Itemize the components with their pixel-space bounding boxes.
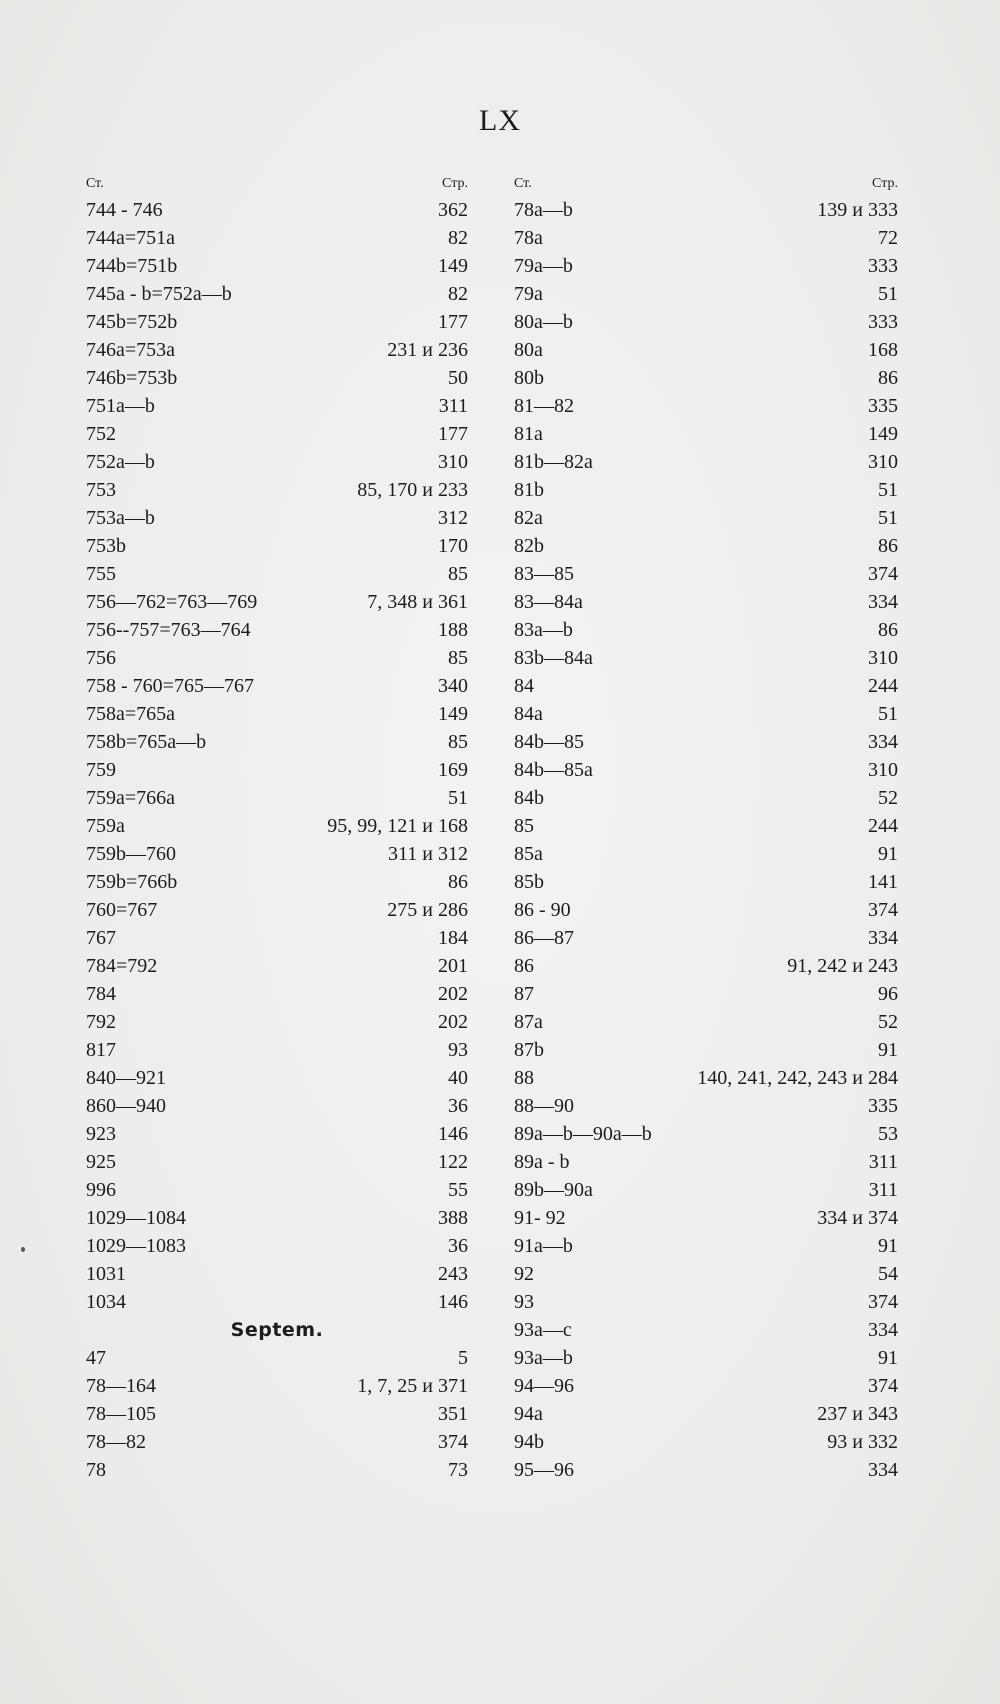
section-heading: Septem. bbox=[230, 1319, 324, 1341]
index-entry bbox=[86, 1456, 468, 1484]
column-reference: 82b bbox=[514, 535, 544, 557]
column-reference: 923 bbox=[86, 1123, 116, 1145]
page-reference: 54 bbox=[878, 1263, 898, 1285]
page-reference: 170 bbox=[438, 535, 468, 557]
index-entry bbox=[514, 224, 898, 252]
index-entry bbox=[86, 1428, 468, 1456]
page-reference: 335 bbox=[868, 395, 898, 417]
page-reference: 340 bbox=[438, 675, 468, 697]
column-reference: 817 bbox=[86, 1039, 116, 1061]
page-reference: 333 bbox=[868, 311, 898, 333]
column-reference: 756--757=763—764 bbox=[86, 619, 251, 641]
column-reference: 79a—b bbox=[514, 255, 573, 277]
column-reference: 89a - b bbox=[514, 1151, 570, 1173]
page-reference: 122 bbox=[438, 1151, 468, 1173]
page-reference: 55 bbox=[448, 1179, 468, 1201]
column-reference: 1029—1083 bbox=[86, 1235, 186, 1257]
column-reference: 89b—90a bbox=[514, 1179, 593, 1201]
page-reference: 51 bbox=[878, 479, 898, 501]
page-reference: 40 bbox=[448, 1067, 468, 1089]
column-reference: 758b=765a—b bbox=[86, 731, 207, 753]
page-reference: 146 bbox=[438, 1123, 468, 1145]
page-reference: 334 и 374 bbox=[817, 1207, 898, 1229]
page-reference: 149 bbox=[868, 423, 898, 445]
index-entry bbox=[514, 1400, 898, 1428]
index-entry bbox=[514, 1288, 898, 1316]
index-entry bbox=[86, 504, 468, 532]
index-entry bbox=[514, 784, 898, 812]
column-reference: 745b=752b bbox=[86, 311, 178, 333]
column-reference: 87b bbox=[514, 1039, 544, 1061]
page-reference: 334 bbox=[868, 1319, 898, 1341]
column-reference: 78—164 bbox=[86, 1375, 156, 1397]
column-reference: 94b bbox=[514, 1431, 544, 1453]
page-reference: 91 bbox=[878, 843, 898, 865]
page-reference: 53 bbox=[878, 1123, 898, 1145]
page-reference: 86 bbox=[448, 871, 468, 893]
column-reference: 94—96 bbox=[514, 1375, 574, 1397]
index-entry bbox=[514, 952, 898, 980]
column-reference: 85 bbox=[514, 815, 534, 837]
page-reference: 334 bbox=[868, 731, 898, 753]
column-reference: 744 - 746 bbox=[86, 199, 163, 221]
page-reference: 243 bbox=[438, 1263, 468, 1285]
page-reference: 91 bbox=[878, 1347, 898, 1369]
page-reference: 86 bbox=[878, 619, 898, 641]
column-reference: 752 bbox=[86, 423, 116, 445]
index-entry bbox=[86, 532, 468, 560]
index-entry bbox=[86, 560, 468, 588]
index-entry bbox=[86, 700, 468, 728]
index-entry bbox=[514, 364, 898, 392]
column-reference: 88 bbox=[514, 1067, 534, 1089]
page-reference: 202 bbox=[438, 1011, 468, 1033]
page-reference: 146 bbox=[438, 1291, 468, 1313]
index-entry bbox=[514, 280, 898, 308]
column-reference: 784=792 bbox=[86, 955, 158, 977]
index-entry bbox=[514, 1148, 898, 1176]
page-reference: 310 bbox=[868, 647, 898, 669]
page-reference: 86 bbox=[878, 367, 898, 389]
index-entry bbox=[514, 1036, 898, 1064]
column-reference: 78—82 bbox=[86, 1431, 146, 1453]
column-reference: 758a=765a bbox=[86, 703, 176, 725]
column-reference: 756—762=763—769 bbox=[86, 591, 258, 613]
index-entry bbox=[514, 812, 898, 840]
index-entry bbox=[86, 616, 468, 644]
column-reference: 756 bbox=[86, 647, 116, 669]
page-reference: 231 и 236 bbox=[387, 339, 468, 361]
page-reference: 334 bbox=[868, 927, 898, 949]
column-reference: 760=767 bbox=[86, 899, 158, 921]
index-entry bbox=[514, 1008, 898, 1036]
column-reference: 758 - 760=765—767 bbox=[86, 675, 254, 697]
column-reference: 81a bbox=[514, 423, 543, 445]
index-entry bbox=[514, 504, 898, 532]
left-column bbox=[86, 170, 468, 1484]
index-entry bbox=[86, 588, 468, 616]
page-reference: 51 bbox=[878, 283, 898, 305]
page-reference: 51 bbox=[448, 787, 468, 809]
index-entry bbox=[86, 224, 468, 252]
page-reference: 73 bbox=[448, 1459, 468, 1481]
page-reference: 36 bbox=[448, 1235, 468, 1257]
index-entry bbox=[514, 896, 898, 924]
index-entry bbox=[86, 1344, 468, 1372]
page-reference: 52 bbox=[878, 787, 898, 809]
index-entry bbox=[86, 1008, 468, 1036]
index-entry bbox=[86, 1204, 468, 1232]
index-entry bbox=[514, 868, 898, 896]
column-reference: 79a bbox=[514, 283, 543, 305]
page-reference: 310 bbox=[868, 759, 898, 781]
index-entry bbox=[514, 700, 898, 728]
page-reference: 91, 242 и 243 bbox=[787, 955, 898, 977]
column-reference: 86 bbox=[514, 955, 534, 977]
column-reference: 95—96 bbox=[514, 1459, 574, 1481]
right-header-page-label: Стр. bbox=[872, 176, 898, 191]
column-reference: 80b bbox=[514, 367, 544, 389]
index-entry bbox=[514, 1092, 898, 1120]
page-reference: 52 bbox=[878, 1011, 898, 1033]
page-reference: 374 bbox=[868, 563, 898, 585]
column-reference: 89a—b—90a—b bbox=[514, 1123, 652, 1145]
page-reference: 5 bbox=[458, 1347, 468, 1369]
index-entry bbox=[86, 1232, 468, 1260]
index-entry bbox=[86, 252, 468, 280]
index-entry bbox=[86, 392, 468, 420]
column-reference: 84 bbox=[514, 675, 534, 697]
page-reference: 374 bbox=[868, 1375, 898, 1397]
index-entry bbox=[514, 476, 898, 504]
page-reference: 51 bbox=[878, 703, 898, 725]
page-reference: 85 bbox=[448, 563, 468, 585]
column-reference: 92 bbox=[514, 1263, 534, 1285]
page-reference: 310 bbox=[438, 451, 468, 473]
index-entry bbox=[514, 336, 898, 364]
page-reference: 177 bbox=[438, 311, 468, 333]
column-reference: 78 bbox=[86, 1459, 106, 1481]
column-reference: 84a bbox=[514, 703, 543, 725]
page-reference: 51 bbox=[878, 507, 898, 529]
column-reference: 744a=751a bbox=[86, 227, 176, 249]
column-reference: 753a—b bbox=[86, 507, 155, 529]
index-entry bbox=[514, 308, 898, 336]
column-reference: 755 bbox=[86, 563, 116, 585]
index-entry bbox=[514, 1204, 898, 1232]
index-entry bbox=[514, 924, 898, 952]
column-reference: 82a bbox=[514, 507, 543, 529]
index-entry bbox=[86, 756, 468, 784]
page-reference: 85, 170 и 233 bbox=[357, 479, 468, 501]
page-reference: 86 bbox=[878, 535, 898, 557]
column-reference: 86 - 90 bbox=[514, 899, 571, 921]
column-reference: 85a bbox=[514, 843, 543, 865]
index-entry bbox=[86, 784, 468, 812]
index-entry bbox=[514, 1232, 898, 1260]
column-reference: 84b bbox=[514, 787, 544, 809]
page-reference: 202 bbox=[438, 983, 468, 1005]
column-reference: 93a—b bbox=[514, 1347, 573, 1369]
index-entry bbox=[514, 728, 898, 756]
index-entry bbox=[86, 644, 468, 672]
page-reference: 333 bbox=[868, 255, 898, 277]
index-entry bbox=[86, 1260, 468, 1288]
index-entry bbox=[86, 672, 468, 700]
page-reference: 244 bbox=[868, 815, 898, 837]
index-entry bbox=[86, 980, 468, 1008]
page-reference: 82 bbox=[448, 283, 468, 305]
page-reference: 149 bbox=[438, 255, 468, 277]
column-reference: 47 bbox=[86, 1347, 106, 1369]
index-entry bbox=[86, 1148, 468, 1176]
page-number: LX bbox=[479, 104, 521, 137]
index-entry bbox=[514, 532, 898, 560]
column-reference: 84b—85a bbox=[514, 759, 593, 781]
page-reference: 334 bbox=[868, 1459, 898, 1481]
page-reference: 85 bbox=[448, 731, 468, 753]
index-entry bbox=[514, 980, 898, 1008]
page-reference: 7, 348 и 361 bbox=[367, 591, 468, 613]
column-reference: 759 bbox=[86, 759, 116, 781]
column-reference: 744b=751b bbox=[86, 255, 178, 277]
index-entry bbox=[86, 448, 468, 476]
page-reference: 184 bbox=[438, 927, 468, 949]
column-reference: 93 bbox=[514, 1291, 534, 1313]
page-reference: 374 bbox=[438, 1431, 468, 1453]
index-entry bbox=[514, 252, 898, 280]
index-entry bbox=[86, 420, 468, 448]
page-reference: 85 bbox=[448, 647, 468, 669]
page-reference: 50 bbox=[448, 367, 468, 389]
index-entry bbox=[514, 1372, 898, 1400]
column-reference: 81b bbox=[514, 479, 544, 501]
column-reference: 87a bbox=[514, 1011, 543, 1033]
page-reference: 149 bbox=[438, 703, 468, 725]
column-reference: 80a—b bbox=[514, 311, 573, 333]
page-reference: 93 bbox=[448, 1039, 468, 1061]
right-index-list bbox=[514, 196, 898, 1484]
index-entry bbox=[86, 896, 468, 924]
index-entry bbox=[514, 1260, 898, 1288]
index-entry bbox=[86, 812, 468, 840]
index-entry bbox=[514, 1456, 898, 1484]
index-entry bbox=[86, 364, 468, 392]
page-reference: 140, 241, 242, 243 и 284 bbox=[697, 1067, 898, 1089]
index-entry bbox=[514, 420, 898, 448]
column-reference: 87 bbox=[514, 983, 534, 1005]
page-reference: 311 bbox=[868, 1151, 898, 1173]
page-reference: 335 bbox=[868, 1095, 898, 1117]
index-entry bbox=[514, 672, 898, 700]
page-reference: 312 bbox=[438, 507, 468, 529]
index-entry bbox=[514, 1120, 898, 1148]
left-header-column-label: Ст. bbox=[86, 176, 104, 191]
right-column-header bbox=[514, 170, 898, 192]
column-reference: 925 bbox=[86, 1151, 116, 1173]
left-index-list bbox=[86, 196, 468, 1484]
left-header-page-label: Стр. bbox=[442, 176, 468, 191]
index-entry bbox=[86, 1064, 468, 1092]
column-reference: 91a—b bbox=[514, 1235, 573, 1257]
column-reference: 80a bbox=[514, 339, 543, 361]
index-entry bbox=[86, 1176, 468, 1204]
column-reference: 91- 92 bbox=[514, 1207, 566, 1229]
column-reference: 751a—b bbox=[86, 395, 155, 417]
column-reference: 746a=753a bbox=[86, 339, 176, 361]
column-reference: 78—105 bbox=[86, 1403, 156, 1425]
index-entry bbox=[514, 1428, 898, 1456]
page-reference: 201 bbox=[438, 955, 468, 977]
page-reference: 310 bbox=[868, 451, 898, 473]
page-reference: 93 и 332 bbox=[827, 1431, 898, 1453]
index-entry bbox=[514, 392, 898, 420]
index-entry bbox=[86, 728, 468, 756]
index-entry bbox=[514, 1316, 898, 1344]
page-reference: 388 bbox=[438, 1207, 468, 1229]
column-reference: 784 bbox=[86, 983, 116, 1005]
index-entry bbox=[514, 588, 898, 616]
column-reference: 84b—85 bbox=[514, 731, 584, 753]
index-entry bbox=[86, 1288, 468, 1316]
page-reference: 95, 99, 121 и 168 bbox=[327, 815, 468, 837]
column-reference: 86—87 bbox=[514, 927, 574, 949]
page-reference: 141 bbox=[868, 871, 898, 893]
index-entry bbox=[86, 952, 468, 980]
column-reference: 759a=766a bbox=[86, 787, 176, 809]
index-entry bbox=[86, 924, 468, 952]
index-entry bbox=[86, 868, 468, 896]
page-reference: 91 bbox=[878, 1235, 898, 1257]
ink-speck bbox=[21, 1247, 25, 1252]
page-reference: 237 и 343 bbox=[817, 1403, 898, 1425]
page-reference: 275 и 286 bbox=[387, 899, 468, 921]
index-entry bbox=[514, 196, 898, 224]
page-reference: 334 bbox=[868, 591, 898, 613]
index-entry bbox=[514, 1344, 898, 1372]
page-reference: 91 bbox=[878, 1039, 898, 1061]
page-reference: 82 bbox=[448, 227, 468, 249]
page-reference: 362 bbox=[438, 199, 468, 221]
column-reference: 93a—c bbox=[514, 1319, 572, 1341]
index-entry bbox=[86, 840, 468, 868]
column-reference: 83—85 bbox=[514, 563, 574, 585]
column-reference: 94a bbox=[514, 1403, 543, 1425]
index-entry bbox=[514, 644, 898, 672]
index-entry bbox=[86, 1036, 468, 1064]
index-entry bbox=[86, 1092, 468, 1120]
page-reference: 311 и 312 bbox=[388, 843, 468, 865]
index-entry bbox=[86, 280, 468, 308]
column-reference: 752a—b bbox=[86, 451, 155, 473]
right-column bbox=[514, 170, 898, 1484]
index-entry bbox=[514, 756, 898, 784]
column-reference: 996 bbox=[86, 1179, 116, 1201]
column-reference: 83b—84a bbox=[514, 647, 593, 669]
column-reference: 78a bbox=[514, 227, 543, 249]
index-entry bbox=[514, 616, 898, 644]
column-reference: 83—84a bbox=[514, 591, 583, 613]
page-reference: 374 bbox=[868, 1291, 898, 1313]
page-reference: 1, 7, 25 и 371 bbox=[357, 1375, 468, 1397]
column-reference: 753b bbox=[86, 535, 126, 557]
page-reference: 169 bbox=[438, 759, 468, 781]
page-reference: 311 bbox=[438, 395, 468, 417]
column-reference: 81b—82a bbox=[514, 451, 593, 473]
column-reference: 860—940 bbox=[86, 1095, 166, 1117]
column-reference: 85b bbox=[514, 871, 544, 893]
index-entry bbox=[514, 448, 898, 476]
column-reference: 767 bbox=[86, 927, 116, 949]
index-entry bbox=[514, 1176, 898, 1204]
index-entry bbox=[86, 476, 468, 504]
column-reference: 840—921 bbox=[86, 1067, 166, 1089]
column-reference: 1029—1084 bbox=[86, 1207, 186, 1229]
page-reference: 188 bbox=[438, 619, 468, 641]
column-reference: 759b=766b bbox=[86, 871, 178, 893]
column-reference: 83a—b bbox=[514, 619, 573, 641]
page-reference: 139 и 333 bbox=[817, 199, 898, 221]
column-reference: 78a—b bbox=[514, 199, 573, 221]
column-reference: 753 bbox=[86, 479, 116, 501]
page-reference: 351 bbox=[438, 1403, 468, 1425]
index-entry bbox=[86, 336, 468, 364]
index-entry bbox=[86, 196, 468, 224]
column-reference: 759a bbox=[86, 815, 125, 837]
page-reference: 177 bbox=[438, 423, 468, 445]
index-entry bbox=[86, 308, 468, 336]
index-entry bbox=[86, 1120, 468, 1148]
page-reference: 72 bbox=[878, 227, 898, 249]
column-reference: 1034 bbox=[86, 1291, 126, 1313]
column-reference: 88—90 bbox=[514, 1095, 574, 1117]
column-reference: 759b—760 bbox=[86, 843, 176, 865]
column-reference: 746b=753b bbox=[86, 367, 178, 389]
page-reference: 244 bbox=[868, 675, 898, 697]
index-entry bbox=[86, 1372, 468, 1400]
index-entry bbox=[514, 840, 898, 868]
page-reference: 168 bbox=[868, 339, 898, 361]
column-reference: 792 bbox=[86, 1011, 116, 1033]
page-reference: 96 bbox=[878, 983, 898, 1005]
index-entry bbox=[86, 1400, 468, 1428]
page-reference: 374 bbox=[868, 899, 898, 921]
page-reference: 311 bbox=[868, 1179, 898, 1201]
column-reference: 745a - b=752a—b bbox=[86, 283, 232, 305]
right-header-column-label: Ст. bbox=[514, 176, 532, 191]
index-entry bbox=[514, 1064, 898, 1092]
column-reference: 1031 bbox=[86, 1263, 126, 1285]
index-entry bbox=[514, 560, 898, 588]
left-column-header bbox=[86, 170, 468, 192]
column-reference: 81—82 bbox=[514, 395, 574, 417]
page-reference: 36 bbox=[448, 1095, 468, 1117]
